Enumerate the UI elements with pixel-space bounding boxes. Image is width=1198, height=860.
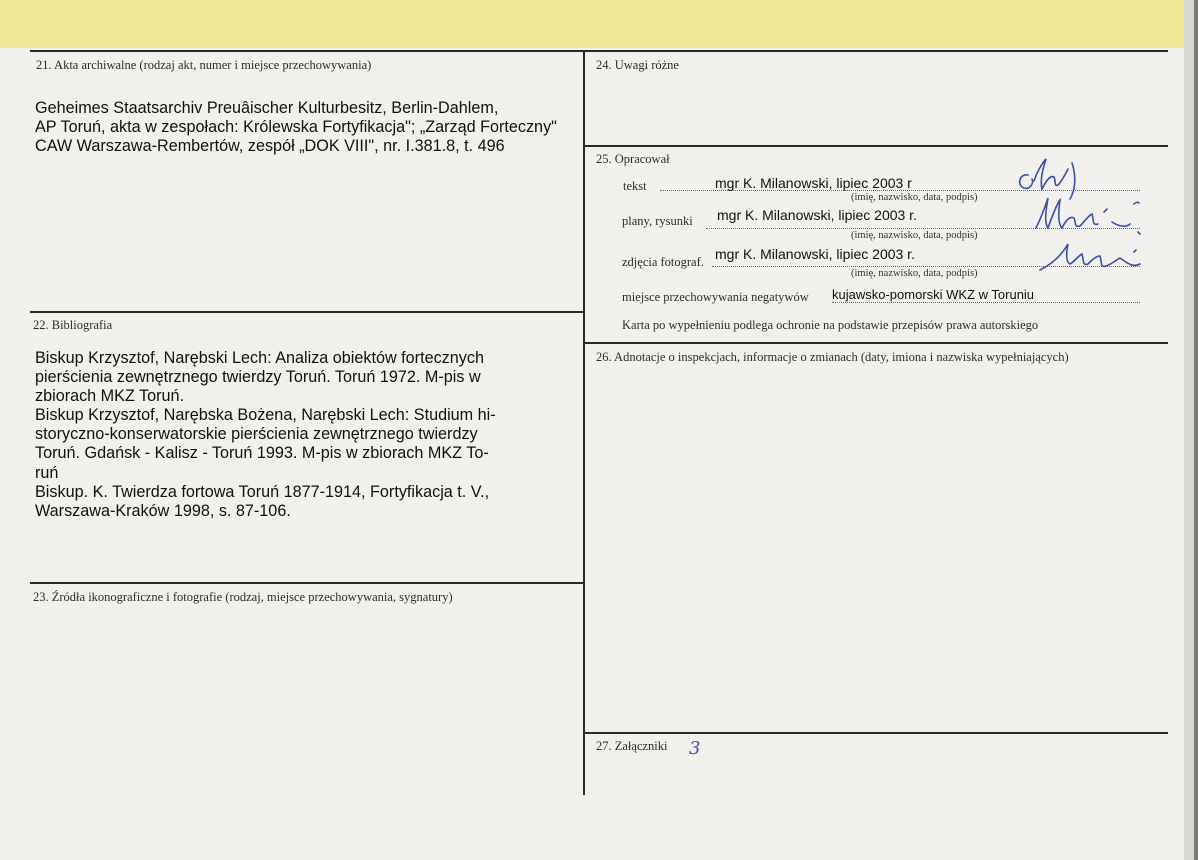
section-24-label: 24. Uwagi różne <box>596 58 679 72</box>
section-22-content <box>35 349 496 521</box>
signature-zdjecia <box>1036 238 1146 278</box>
miejsce-dotted-line <box>832 302 1140 303</box>
rule-22-23 <box>30 582 584 584</box>
section-22-label: 22. Bibliografia <box>33 318 113 332</box>
tekst-hint: (imię, nazwisko, data, podpis) <box>851 192 978 203</box>
tekst-value: mgr K. Milanowski, lipiec 2003 r <box>715 175 912 191</box>
plany-hint: (imię, nazwisko, data, podpis) <box>851 230 978 241</box>
rule-25-26 <box>584 342 1168 344</box>
card-edge-shadow <box>1194 0 1198 860</box>
zdjecia-hint: (imię, nazwisko, data, podpis) <box>851 268 978 279</box>
archive-line: Geheimes Staatsarchiv Preuâischer Kulturbesitz, Berlin-Dahlem, <box>35 99 499 117</box>
bibliography-line: Toruń. Gdańsk - Kalisz - Toruń 1993. M-pis w zbiorach MKZ To- <box>35 444 489 463</box>
yellow-top-band <box>0 0 1198 48</box>
section-26-label: 26. Adnotacje o inspekcjach, informacje o zmianach (daty, imiona i nazwiska wypełniających) <box>596 350 1069 364</box>
plany-value: mgr K. Milanowski, lipiec 2003 r. <box>717 207 917 223</box>
section-27-label: 27. Załączniki <box>596 739 668 753</box>
miejsce-value: kujawsko-pomorski WKZ w Toruniu <box>832 287 1035 302</box>
attachments-count: 3 <box>689 738 701 759</box>
center-divider <box>583 50 585 795</box>
section-21-content <box>35 99 557 156</box>
copyright-note: Karta po wypełnieniu podlega ochronie na podstawie przepisów prawa autorskiego <box>622 318 1039 332</box>
zdjecia-label: zdjęcia fotograf. <box>622 255 704 269</box>
top-rule <box>30 50 1168 52</box>
bibliography-line: Biskup. K. Twierdza fortowa Toruń 1877-1914, Fortyfikacja t. V., <box>35 482 490 501</box>
signature-plany <box>1030 194 1145 238</box>
bibliography-line: Biskup Krzysztof, Narębski Lech: Analiza obiektów fortecznych <box>35 349 484 367</box>
bibliography-line: storyczno-konserwatorskie pierścienia zewnętrznego twierdzy <box>35 425 478 444</box>
section-23-label: 23. Źródła ikonograficzne i fotografie (rodzaj, miejsce przechowywania, sygnatury) <box>33 590 453 604</box>
section-21-label: 21. Akta archiwalne (rodzaj akt, numer i miejsce przechowywania) <box>36 58 372 72</box>
tekst-label: tekst <box>623 179 647 193</box>
bibliography-line: Warszawa-Kraków 1998, s. 87-106. <box>35 501 291 520</box>
miejsce-label: miejsce przechowywania negatywów <box>622 290 809 304</box>
rule-24-25 <box>584 145 1168 147</box>
archive-line: AP Toruń, akta w zespołach: Królewska Fortyfikacja"; „Zarząd Forteczny" <box>35 118 557 136</box>
rule-21-22 <box>30 311 584 313</box>
bibliography-line: zbiorach MKZ Toruń. <box>35 387 185 406</box>
bibliography-line: ruń <box>35 463 59 482</box>
bibliography-line: Biskup Krzysztof, Narębska Bożena, Narębski Lech: Studium hi- <box>35 406 496 425</box>
archive-line: CAW Warszawa-Rembertów, zespół „DOK VIII", nr. I.381.8, t. 496 <box>35 137 505 155</box>
bibliography-line: pierścienia zewnętrznego twierdzy Toruń. Toruń 1972. M-pis w <box>35 368 481 387</box>
section-25-label: 25. Opracował <box>596 152 670 166</box>
zdjecia-value: mgr K. Milanowski, lipiec 2003 r. <box>715 246 915 262</box>
rule-26-27 <box>584 732 1168 734</box>
plany-label: plany, rysunki <box>622 214 693 228</box>
